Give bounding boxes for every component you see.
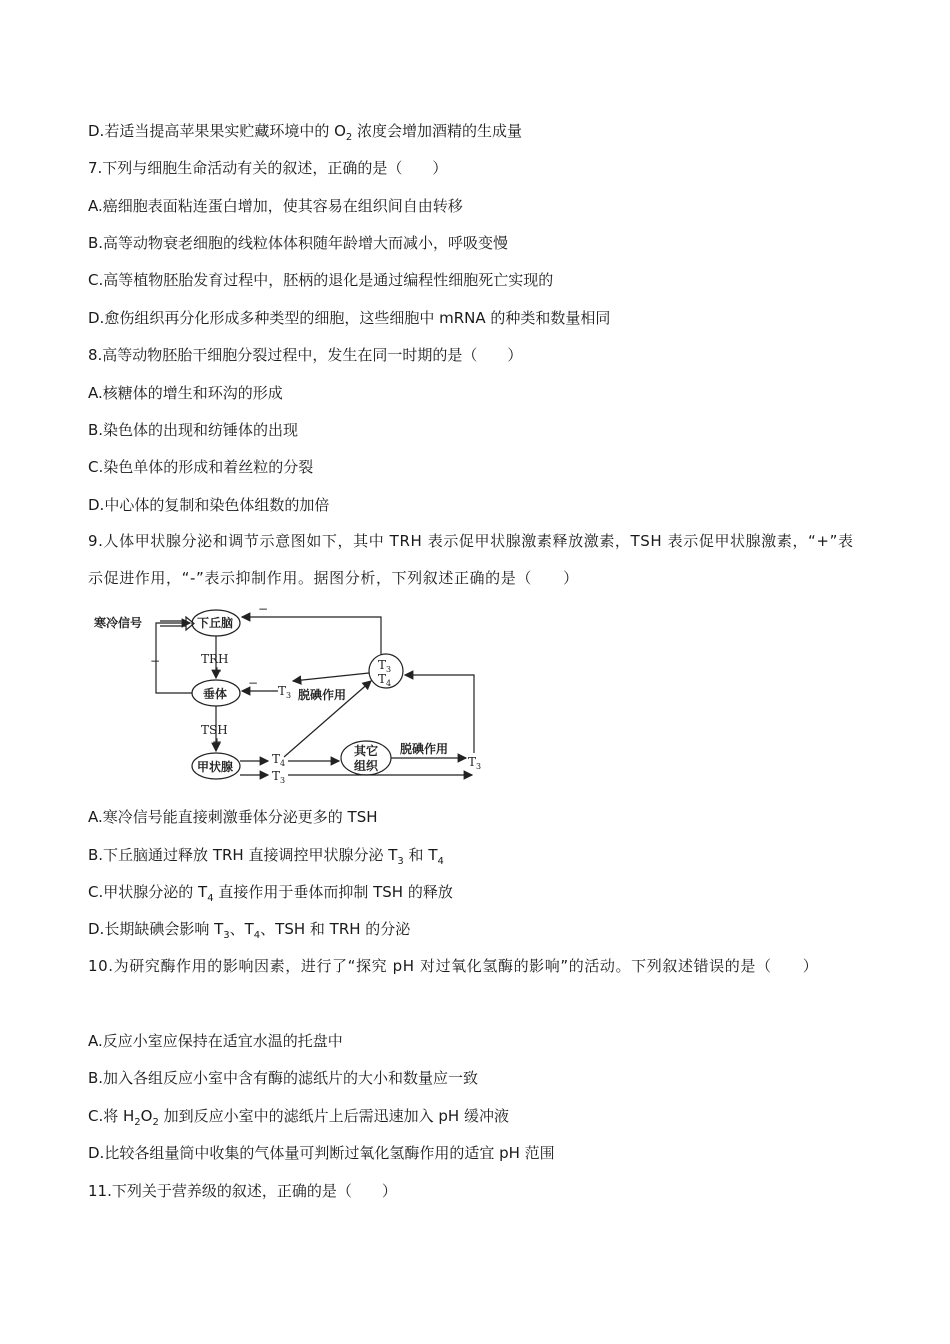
q9-option-a: A.寒冷信号能直接刺激垂体分泌更多的 TSH <box>88 808 378 826</box>
q9-option-d: D.长期缺碘会影响 $T_3$、$T_4$、TSH 和 TRH 的分泌 <box>88 920 411 941</box>
q7-option-c: C.高等植物胚胎发育过程中，胚柄的退化是通过编程性细胞死亡实现的 <box>88 271 554 289</box>
diagram-thyroid-t4: $T_4$ <box>272 752 286 768</box>
q6-option-d: D.若适当提高苹果果实贮藏环境中的 $O_2$ 浓度会增加酒精的生成量 <box>88 122 523 143</box>
diagram-tsh: TSH <box>201 723 228 737</box>
diagram-cold-signal: 寒冷信号 <box>94 616 143 630</box>
q7-option-d: D.愈伤组织再分化形成多种类型的细胞，这些细胞中 mRNA 的种类和数量相同 <box>88 309 611 327</box>
q8-option-b: B.染色体的出现和纺锤体的出现 <box>88 421 299 439</box>
diagram-minus-1: − <box>150 654 161 668</box>
q10-option-b: B.加入各组反应小室中含有酶的滤纸片的大小和数量应一致 <box>88 1069 479 1087</box>
diagram-deiodination-2: 脱碘作用 <box>400 742 449 756</box>
q11-stem: 11.下列关于营养级的叙述，正确的是（ ） <box>88 1182 397 1200</box>
q7-option-b: B.高等动物衰老细胞的线粒体体积随年龄增大而减小，呼吸变慢 <box>88 234 509 252</box>
diagram-minus-3: − <box>248 676 259 690</box>
q10-option-c: C.将 $H_2O_2$ 加到反应小室中的滤纸片上后需迅速加入 pH 缓冲液 <box>88 1107 509 1128</box>
diagram-hypothalamus: 下丘脑 <box>197 616 234 630</box>
q9-option-b: B.下丘脑通过释放 TRH 直接调控甲状腺分泌 $T_3$ 和 $T_4$ <box>88 846 444 867</box>
q8-option-a: A.核糖体的增生和环沟的形成 <box>88 384 283 402</box>
q10-option-d: D.比较各组量筒中收集的气体量可判断过氧化氢酶作用的适宜 pH 范围 <box>88 1144 555 1162</box>
diagram-right-t3: $T_3$ <box>468 755 482 771</box>
q7-option-a: A.癌细胞表面粘连蛋白增加，使其容易在组织间自由转移 <box>88 197 463 215</box>
diagram-pituitary: 垂体 <box>203 687 228 701</box>
diagram-plus-1: + <box>212 664 223 678</box>
q9-option-c: C.甲状腺分泌的 $T_4$ 直接作用于垂体而抑制 TSH 的释放 <box>88 883 453 904</box>
diagram-other-tissue-1: 其它 <box>354 744 379 758</box>
diagram-other-tissue-2: 组织 <box>354 759 379 773</box>
diagram-circle-t3: $T_3$ <box>378 658 392 674</box>
diagram-thyroid-t3: $T_3$ <box>272 769 286 785</box>
diagram-deiodination-1: 脱碘作用 <box>298 688 347 702</box>
q8-option-c: C.染色单体的形成和着丝粒的分裂 <box>88 458 314 476</box>
thyroid-regulation-diagram <box>88 603 488 785</box>
diagram-trh: TRH <box>201 652 229 666</box>
diagram-minus-2: − <box>258 603 269 616</box>
q8-stem: 8.高等动物胚胎干细胞分裂过程中，发生在同一时期的是（ ） <box>88 346 523 364</box>
q10-stem: 10.为研究酶作用的影响因素，进行了“探究 pH 对过氧化氢酶的影响”的活动。下列叙述错误的是（ ） <box>88 957 819 975</box>
diagram-circle-t4: $T_4$ <box>378 672 392 688</box>
q7-stem: 7.下列与细胞生命活动有关的叙述，正确的是（ ） <box>88 159 448 177</box>
q10-option-a: A.反应小室应保持在适宜水温的托盘中 <box>88 1032 343 1050</box>
q9-stem: 9.人体甲状腺分泌和调节示意图如下，其中 TRH 表示促甲状腺激素释放激素，TSH 表示促甲状腺激素，“+”表示促进作用，“-”表示抑制作用。据图分析，下列叙述正确的是（ ） <box>88 532 854 587</box>
diagram-pituitary-t3: $T_3$ <box>278 684 292 700</box>
q8-option-d: D.中心体的复制和染色体组数的加倍 <box>88 496 330 514</box>
diagram-plus-2: + <box>212 735 223 749</box>
diagram-thyroid: 甲状腺 <box>197 760 234 774</box>
